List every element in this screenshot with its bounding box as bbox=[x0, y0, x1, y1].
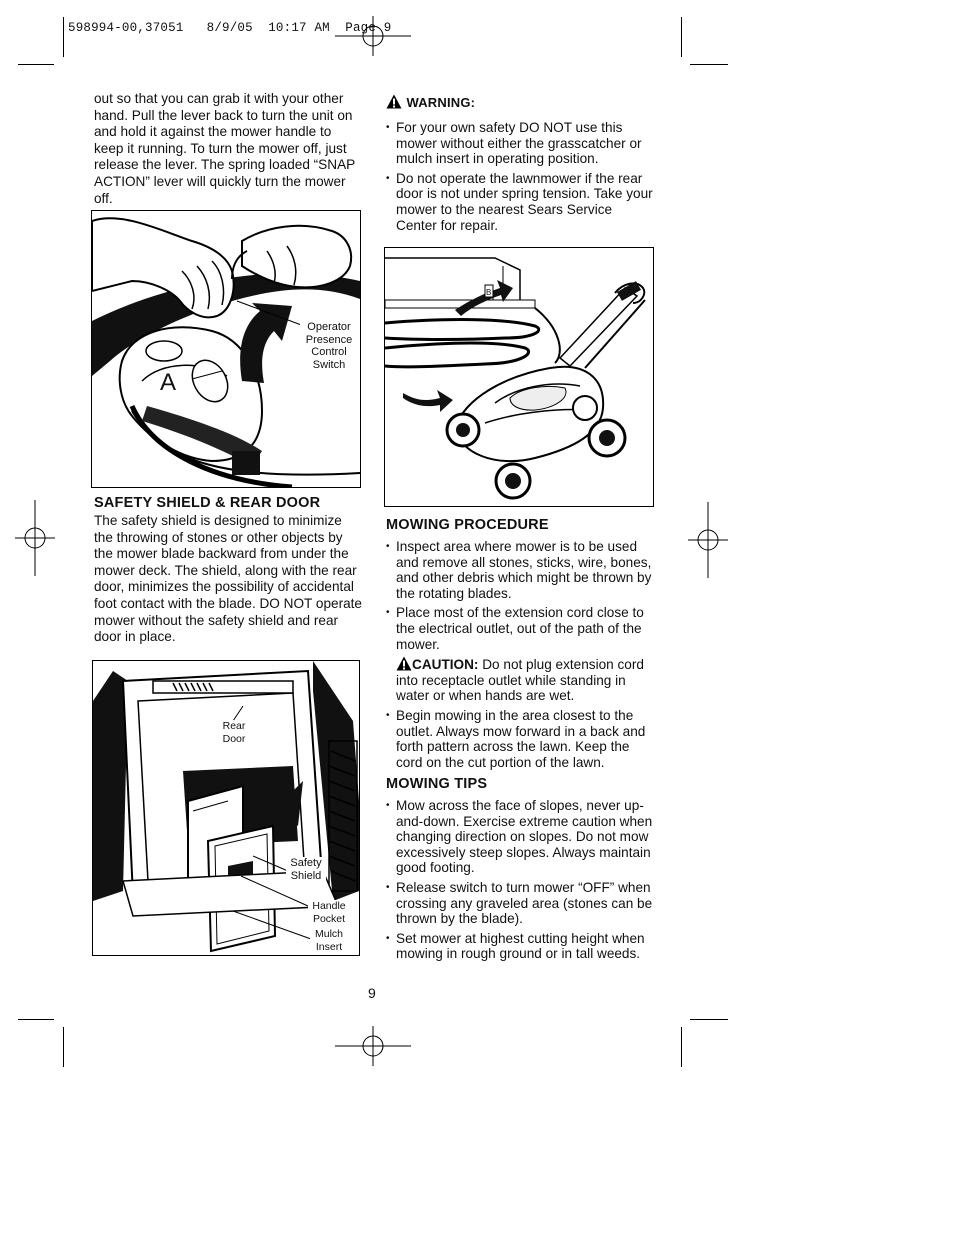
figure-letter-b: B bbox=[486, 288, 492, 297]
safety-shield-paragraph: The safety shield is designed to minimize the throwing of stones or other objects by the mower blade backward from under the mower deck. The shield, along with the rear door, minimizes the possibility of accidental foot contact with the blade. DO NOT operate mower without the safety shield and rear door in place. bbox=[94, 513, 362, 645]
caution-label: CAUTION: bbox=[412, 657, 479, 673]
safety-shield-heading: SAFETY SHIELD & REAR DOOR bbox=[94, 495, 321, 511]
callout-handle-pocket: Handle Pocket bbox=[308, 900, 350, 925]
callout-safety-shield: Safety Shield bbox=[286, 857, 326, 882]
crop-mark bbox=[681, 1027, 682, 1067]
registration-mark-icon bbox=[15, 500, 55, 576]
list-item: • Begin mowing in the area closest to the outlet. Always mow forward in a back and forth pattern across the lawn. Keep the cord on the cut portion of the lawn. bbox=[386, 708, 654, 770]
print-slug: 598994-00,37051 8/9/05 10:17 AM Page 9 bbox=[68, 21, 392, 35]
mower-on-lawn-illustration bbox=[385, 248, 653, 506]
warning-triangle-icon bbox=[396, 656, 412, 671]
crop-mark bbox=[681, 17, 682, 57]
crop-mark bbox=[690, 64, 728, 65]
figure-letter-a: A bbox=[160, 369, 177, 396]
registration-mark-icon bbox=[335, 1026, 411, 1066]
mowing-tips-heading: MOWING TIPS bbox=[386, 776, 488, 792]
list-item: • For your own safety DO NOT use this mower without either the grasscatcher or mulch insert in operating position. bbox=[386, 120, 654, 167]
crop-mark bbox=[18, 1019, 54, 1020]
figure-mowing-pattern bbox=[384, 247, 654, 507]
list-item: • Place most of the extension cord close to the electrical outlet, out of the path of the mower. bbox=[386, 605, 654, 652]
figure-safety-shield-rear-door bbox=[92, 660, 360, 956]
figure-operator-presence-control bbox=[91, 210, 361, 488]
mowing-tips-list bbox=[386, 798, 654, 966]
callout-mulch-insert: Mulch Insert bbox=[310, 928, 348, 953]
warning-label: WARNING: bbox=[406, 95, 476, 110]
callout-rear-door: Rear Door bbox=[218, 720, 250, 745]
crop-mark bbox=[18, 64, 54, 65]
warning-list bbox=[386, 120, 654, 237]
list-item: • Mow across the face of slopes, never up-and-down. Exercise extreme caution when changing direction on slopes. Do not mow excessively steep slopes. Always maintain good footing. bbox=[386, 798, 654, 876]
registration-mark-icon bbox=[688, 502, 728, 578]
list-item: • Release switch to turn mower “OFF” when crossing any graveled area (stones can be thrown by the blade). bbox=[386, 880, 654, 927]
intro-paragraph: out so that you can grab it with your other hand. Pull the lever back to turn the unit on and hold it against the mower handle to keep it running. To turn the mower off, just release the lever. The spring loaded “SNAP ACTION” lever will quickly turn the mower off. bbox=[94, 91, 355, 206]
mowing-procedure-list bbox=[386, 539, 654, 774]
warning-triangle-icon bbox=[386, 94, 402, 109]
mowing-procedure-heading: MOWING PROCEDURE bbox=[386, 517, 549, 533]
list-item: • Do not operate the lawnmower if the rear door is not under spring tension. Take your mower to the nearest Sears Service Center for repair. bbox=[386, 171, 654, 233]
list-item: • Set mower at highest cutting height when mowing in rough ground or in tall weeds. bbox=[386, 931, 654, 962]
crop-mark bbox=[63, 1027, 64, 1067]
crop-mark bbox=[690, 1019, 728, 1020]
crop-mark bbox=[63, 17, 64, 57]
caution-text: Do not plug extension cord into receptacle outlet while standing in water or when hands are wet. bbox=[396, 657, 644, 704]
callout-operator-presence-control-switch: Operator Presence Control Switch bbox=[300, 321, 358, 371]
warning-header bbox=[386, 94, 475, 112]
page-number: 9 bbox=[368, 985, 376, 1001]
caution-block bbox=[386, 656, 654, 704]
list-item: • Inspect area where mower is to be used and remove all stones, sticks, wire, bones, and other debris which might be thrown by the rotating blades. bbox=[386, 539, 654, 601]
